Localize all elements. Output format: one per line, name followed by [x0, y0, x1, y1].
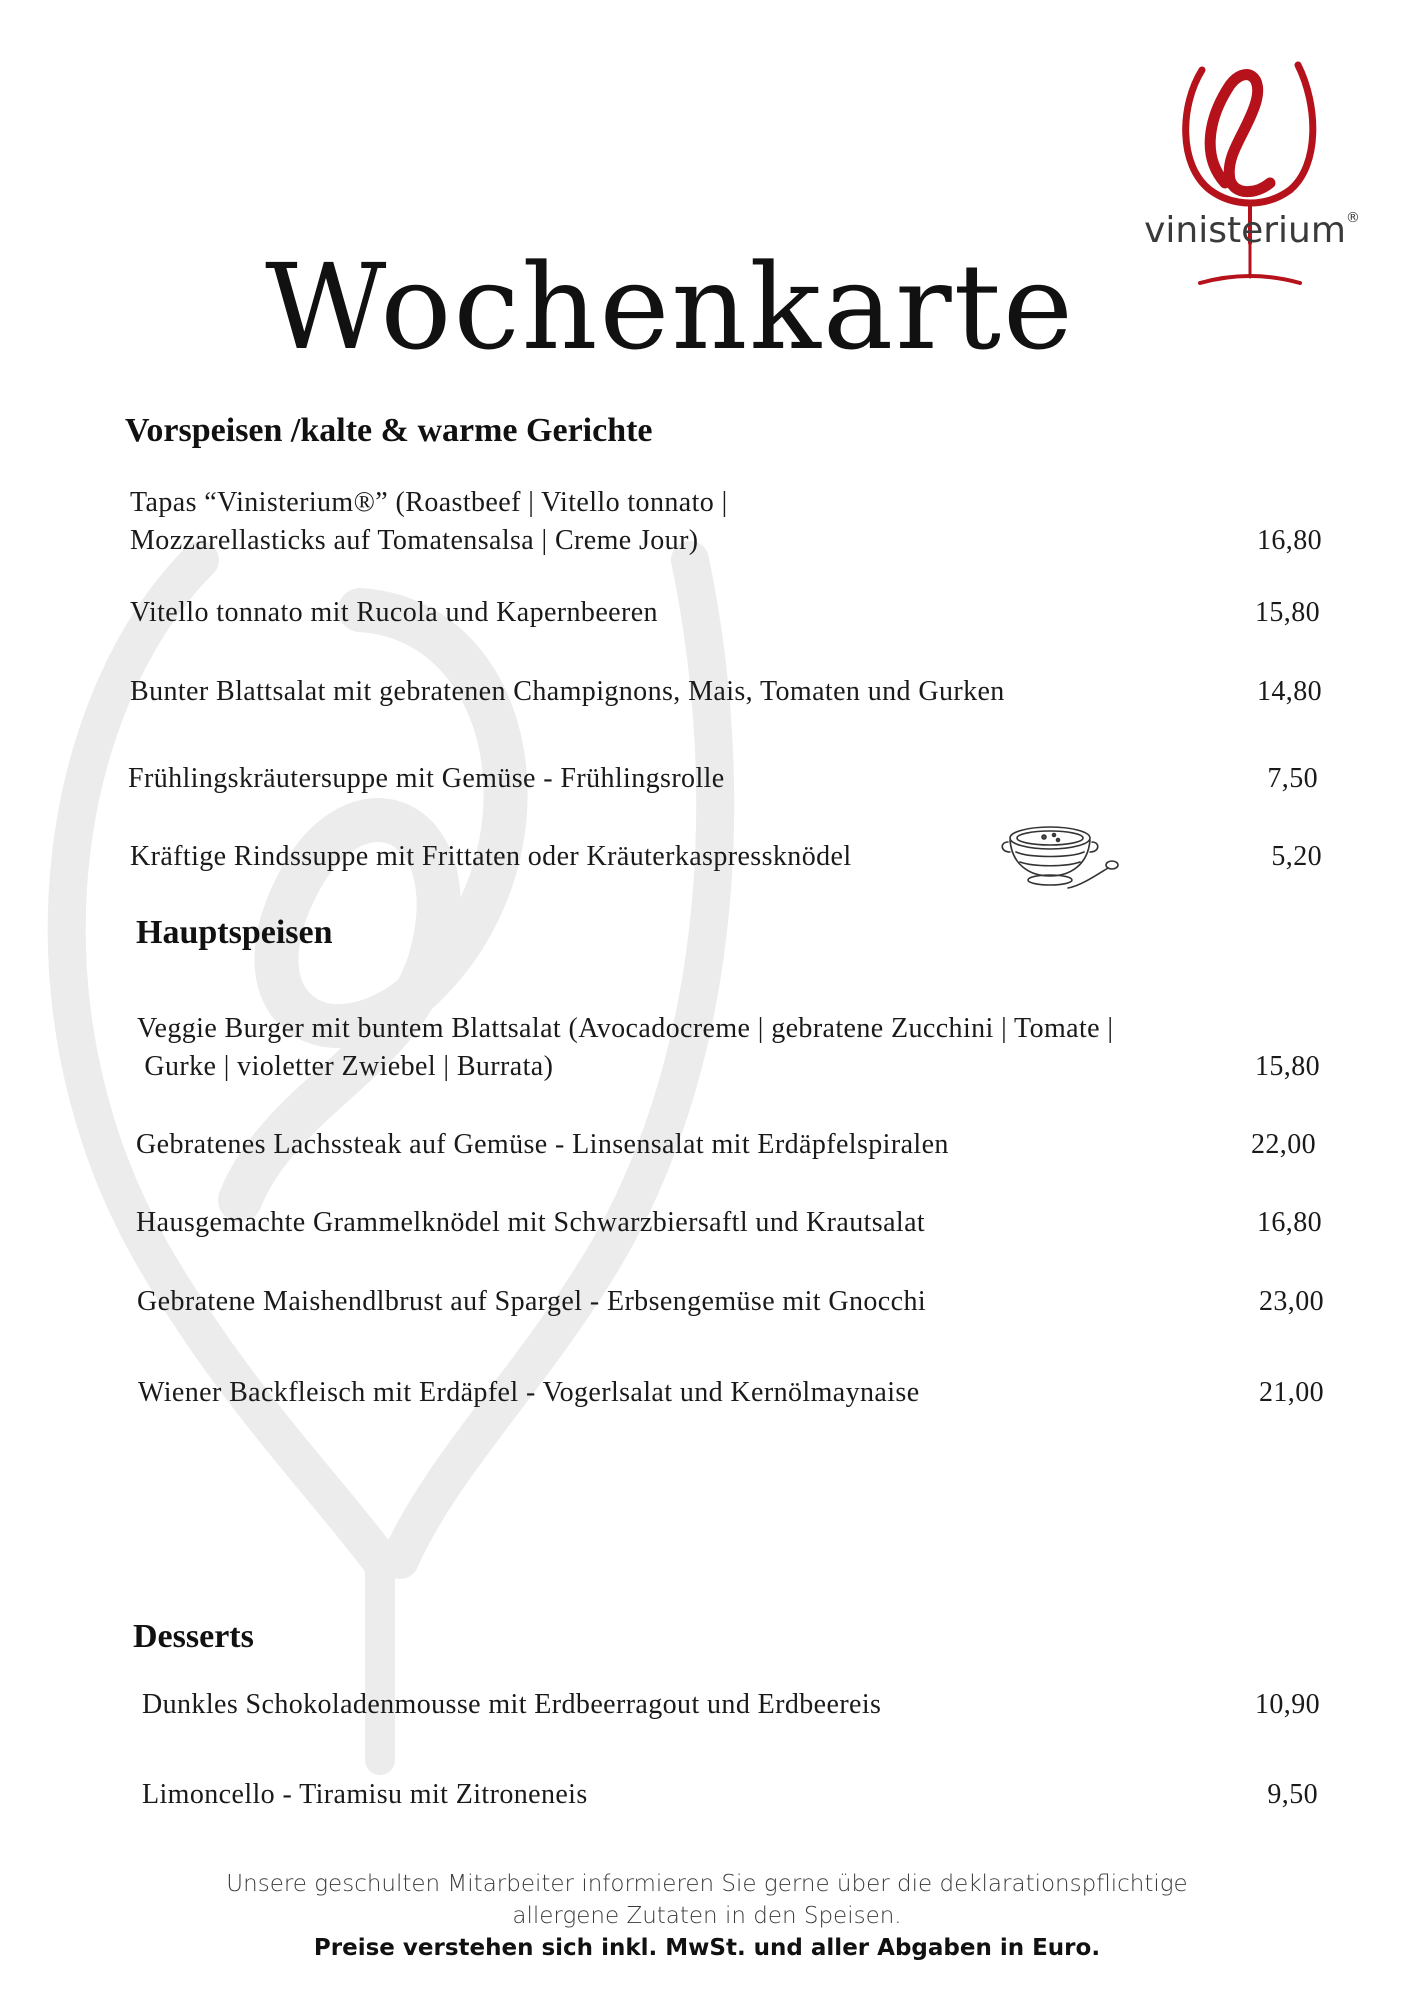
footer-price-note: Preise verstehen sich inkl. MwSt. und aller Abgaben in Euro.	[313, 1935, 1101, 1961]
soup-bowl-icon	[1000, 810, 1120, 900]
menu-item-line: Mozzarellasticks auf Tomatensalsa | Creme Jour)	[130, 525, 699, 556]
menu-item-line: Tapas “Vinisterium®” (Roastbeef | Vitello tonnato |	[130, 487, 728, 518]
menu-item-text	[137, 1010, 1113, 1086]
menu-item-text	[130, 484, 728, 560]
menu-item-price: 16,80	[1257, 525, 1322, 556]
menu-item-price: 15,80	[1255, 1051, 1320, 1082]
menu-item-price: 5,20	[1271, 841, 1322, 872]
menu-item-text: Vitello tonnato mit Rucola und Kapernbeeren	[130, 597, 658, 628]
brand-logo-text	[1132, 210, 1372, 251]
section-heading-hauptspeisen: Hauptspeisen	[136, 914, 333, 951]
menu-item-text: Kräftige Rindssuppe mit Frittaten oder Kräuterkaspressknödel	[130, 841, 852, 872]
brand-name: vinisterium	[1144, 210, 1346, 251]
menu-item-price: 21,00	[1259, 1377, 1324, 1408]
menu-item-text: Hausgemachte Grammelknödel mit Schwarzbiersaftl und Krautsalat	[136, 1207, 926, 1238]
menu-item-price: 10,90	[1255, 1689, 1320, 1720]
menu-item-text: Limoncello - Tiramisu mit Zitroneneis	[142, 1779, 588, 1810]
menu-item-price: 7,50	[1267, 763, 1318, 794]
menu-item-price: 23,00	[1259, 1286, 1324, 1317]
section-heading-desserts: Desserts	[133, 1618, 254, 1655]
page-title: Wochenkarte	[265, 238, 1075, 376]
menu-item-text: Bunter Blattsalat mit gebratenen Champignons, Mais, Tomaten und Gurken	[130, 676, 1005, 707]
menu-item-price: 16,80	[1257, 1207, 1322, 1238]
menu-item-line: Veggie Burger mit buntem Blattsalat (Avocadocreme | gebratene Zucchini | Tomate |	[137, 1013, 1114, 1044]
footer-note	[0, 1868, 1414, 1964]
menu-item-text: Gebratenes Lachssteak auf Gemüse - Linsensalat mit Erdäpfelspiralen	[136, 1129, 949, 1160]
menu-item-price: 9,50	[1267, 1779, 1318, 1810]
footer-allergen-line-2: allergene Zutaten in den Speisen.	[512, 1903, 902, 1929]
brand-registered-mark: ®	[1345, 210, 1360, 226]
menu-item-text: Wiener Backfleisch mit Erdäpfel - Vogerlsalat und Kernölmaynaise	[138, 1377, 920, 1408]
menu-item-price: 22,00	[1251, 1129, 1316, 1160]
menu-item-price: 15,80	[1255, 597, 1320, 628]
menu-item-text: Dunkles Schokoladenmousse mit Erdbeerragout und Erdbeereis	[142, 1689, 882, 1720]
footer-allergen-line-1: Unsere geschulten Mitarbeiter informieren Sie gerne über die deklarationspflichtige	[226, 1871, 1188, 1897]
menu-item-text: Gebratene Maishendlbrust auf Spargel - Erbsengemüse mit Gnocchi	[137, 1286, 927, 1317]
section-heading-vorspeisen: Vorspeisen /kalte & warme Gerichte	[125, 412, 653, 449]
menu-item-price: 14,80	[1257, 676, 1322, 707]
menu-item-text: Frühlingskräutersuppe mit Gemüse - Frühlingsrolle	[128, 763, 725, 794]
menu-item-line: Gurke | violetter Zwiebel | Burrata)	[137, 1051, 554, 1082]
